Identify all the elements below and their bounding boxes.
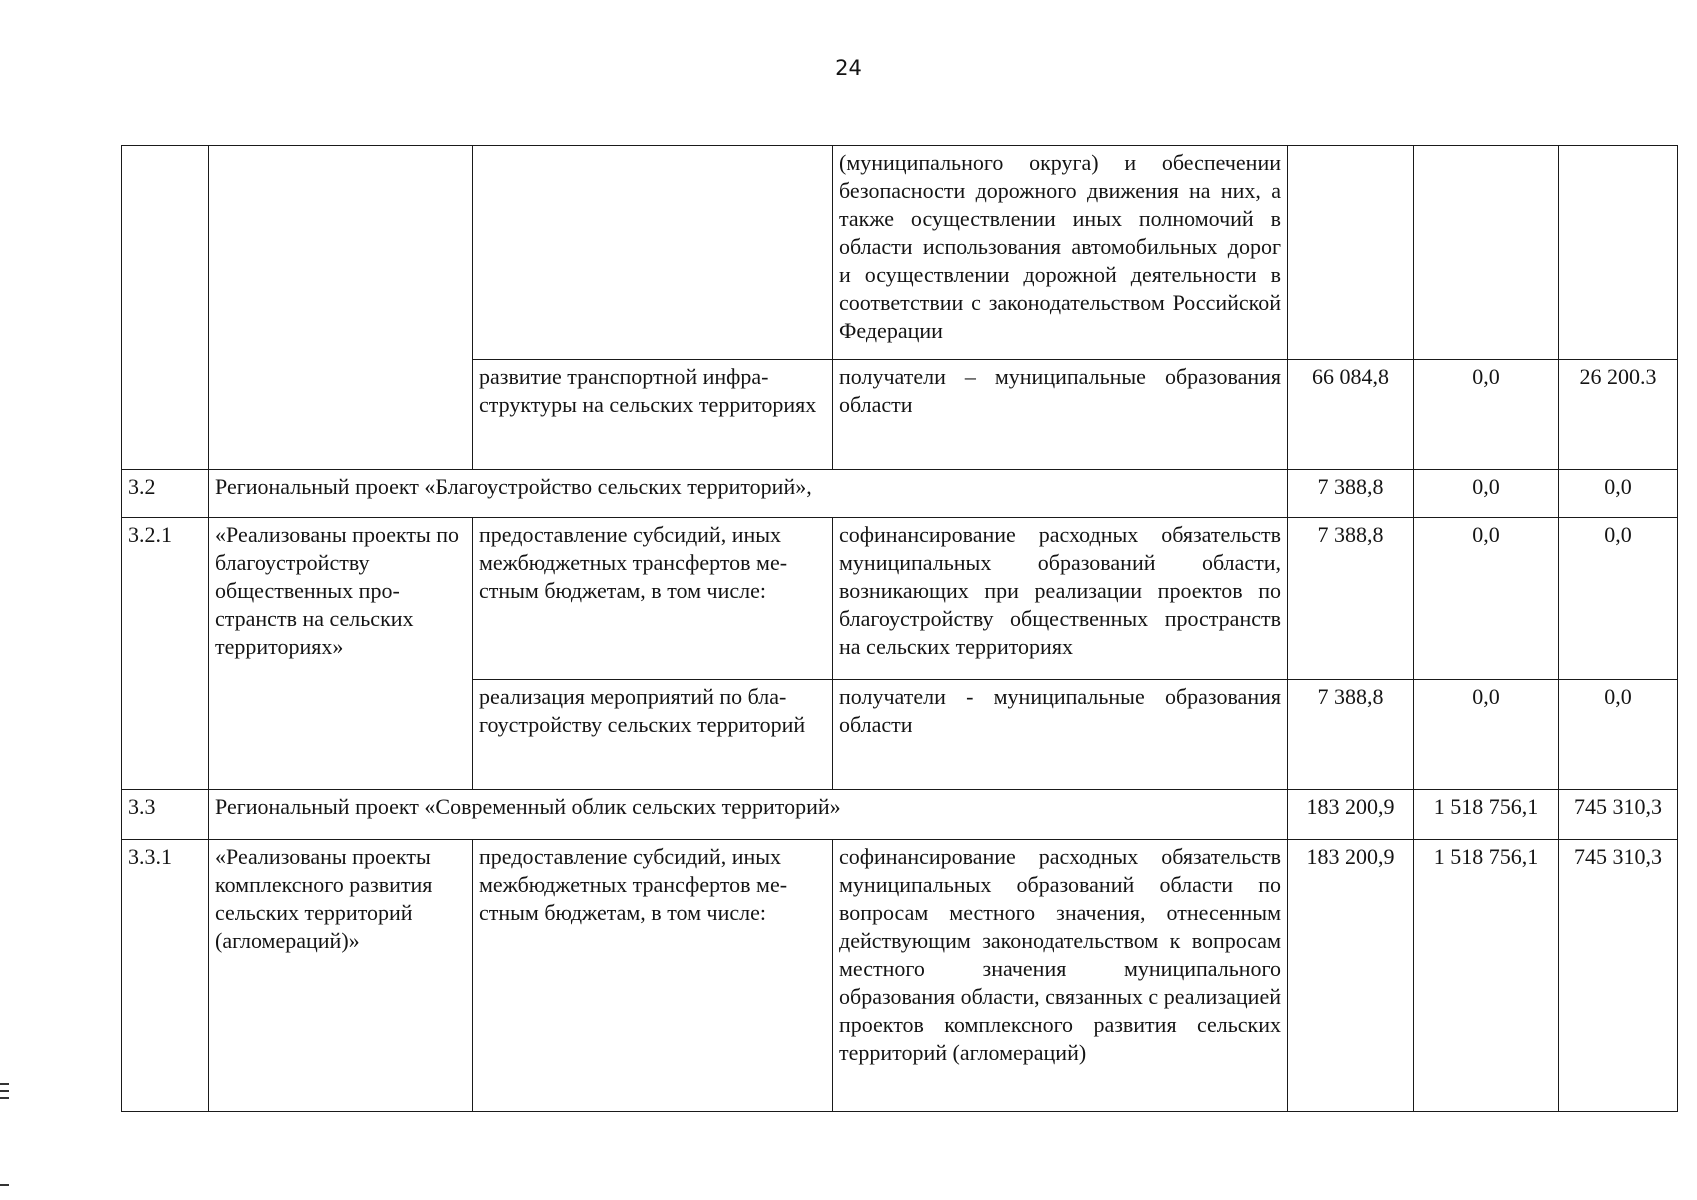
cell-value-year3: 0,0 <box>1559 680 1678 790</box>
cell-value-year2: 0,0 <box>1414 470 1559 518</box>
cell-value-empty <box>1288 146 1414 360</box>
cell-value-year1: 183 200,9 <box>1288 840 1414 1112</box>
cell-value-year1: 7 388,8 <box>1288 518 1414 680</box>
table-row-project <box>122 470 1678 518</box>
table-row-project <box>122 790 1678 840</box>
cell-direction: предоставление субсидий, иных межбюджетных трансфертов местным бюджетам, в том числе: <box>473 518 833 680</box>
table-row <box>122 840 1678 1112</box>
cell-value-year3: 26 200.3 <box>1559 360 1678 470</box>
cell-value-year1: 7 388,8 <box>1288 470 1414 518</box>
cell-purpose: софинансирование расходных обязательств муниципальных образований области, возникающих при реализации проектов по благоустройству общественных пространств на сельских территориях <box>833 518 1288 680</box>
cell-project-title: Региональный проект «Современный облик сельских территорий» <box>209 790 1288 840</box>
scan-edge-mark <box>0 1184 9 1186</box>
cell-result: «Реализованы проекты по благоустройству общественных пространств на сельских территориях» <box>209 518 473 790</box>
cell-purpose: софинансирование расходных обязательств муниципальных образований области по вопросам местного значения, отнесенным действующим законодательством к вопросам местного значения муниципального образования области, связанных с реализацией проектов комплексного развития сельских территорий (агломераций) <box>833 840 1288 1112</box>
cell-code: 3.2 <box>122 470 209 518</box>
cell-value-year2: 0,0 <box>1414 680 1559 790</box>
cell-value-year2: 1 518 756,1 <box>1414 790 1559 840</box>
program-funding-table <box>121 145 1678 1112</box>
cell-value-year2: 1 518 756,1 <box>1414 840 1559 1112</box>
cell-result: «Реализованы проекты комплексного развития сельских территорий (агломераций)» <box>209 840 473 1112</box>
cell-direction: предоставление субсидий, иных межбюджетных трансфертов местным бюджетам, в том числе: <box>473 840 833 1112</box>
cell-value-year3: 0,0 <box>1559 518 1678 680</box>
cell-purpose: (муниципального округа) и обеспечении безопасности дорожного движения на них, а также осуществлении иных полномочий в области использования автомобильных дорог и осуществлении дорожной деятельности в соответствии с законодательством Российской Федерации <box>833 146 1288 360</box>
cell-value-year2: 0,0 <box>1414 360 1559 470</box>
cell-value-year1: 183 200,9 <box>1288 790 1414 840</box>
cell-direction-empty <box>473 146 833 360</box>
cell-value-year1: 66 084,8 <box>1288 360 1414 470</box>
cell-code: 3.2.1 <box>122 518 209 790</box>
cell-code: 3.3.1 <box>122 840 209 1112</box>
scan-edge-mark <box>0 1090 9 1092</box>
cell-purpose: получатели – муниципальные образования области <box>833 360 1288 470</box>
table-row <box>122 146 1678 360</box>
cell-value-empty <box>1414 146 1559 360</box>
cell-value-year2: 0,0 <box>1414 518 1559 680</box>
cell-value-year3: 745 310,3 <box>1559 790 1678 840</box>
scan-edge-mark <box>0 1097 9 1099</box>
cell-direction: развитие транспортной инфраструктуры на сельских территориях <box>473 360 833 470</box>
cell-code-empty <box>122 146 209 470</box>
cell-code: 3.3 <box>122 790 209 840</box>
page-number: 24 <box>835 56 862 80</box>
cell-value-year1: 7 388,8 <box>1288 680 1414 790</box>
cell-value-year3: 745 310,3 <box>1559 840 1678 1112</box>
scan-edge-mark <box>0 1083 9 1085</box>
cell-project-title: Региональный проект «Благоустройство сельских территорий», <box>209 470 1288 518</box>
cell-value-year3: 0,0 <box>1559 470 1678 518</box>
table-row <box>122 518 1678 680</box>
cell-result-empty <box>209 146 473 470</box>
cell-value-empty <box>1559 146 1678 360</box>
cell-purpose: получатели - муниципальные образования области <box>833 680 1288 790</box>
cell-direction: реализация мероприятий по благоустройству сельских территорий <box>473 680 833 790</box>
